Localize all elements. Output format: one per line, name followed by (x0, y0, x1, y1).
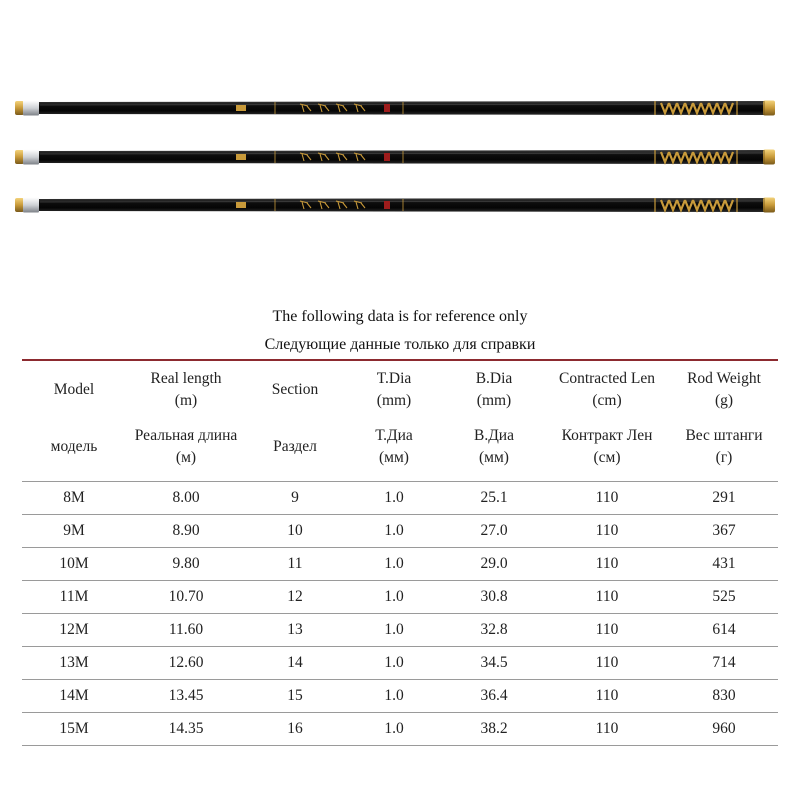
header-line: Т.Диа (375, 427, 413, 444)
header-line: Вес штанги (685, 427, 763, 444)
cell-contracted-length: 110 (544, 647, 670, 680)
silver-ferrule (23, 101, 39, 116)
cell-contracted-length: 110 (544, 581, 670, 614)
cell-rod-weight: 431 (670, 548, 778, 581)
cell-model: 15M (22, 713, 126, 746)
cell-tip-diameter: 1.0 (344, 482, 444, 515)
header-line: (см) (593, 449, 621, 466)
header-model-english (22, 360, 126, 419)
rod-spec-table (22, 359, 778, 746)
cell-contracted-length: 110 (544, 515, 670, 548)
table-row (22, 680, 778, 713)
cell-model: 12M (22, 614, 126, 647)
rod-drawing (0, 185, 800, 225)
table-row (22, 713, 778, 746)
gold-end-cap (15, 198, 24, 212)
red-seal (384, 153, 390, 161)
rod-blank (39, 198, 765, 212)
header-tip-diameter-russian (344, 419, 444, 482)
header-tip-diameter-english (344, 360, 444, 419)
cell-section: 10 (246, 515, 344, 548)
cell-section: 16 (246, 713, 344, 746)
rod-blank (39, 150, 765, 164)
gold-mark (236, 154, 246, 160)
header-line: Real length (150, 370, 222, 387)
cell-rod-weight: 830 (670, 680, 778, 713)
cell-butt-diameter: 36.4 (444, 680, 544, 713)
cell-section: 14 (246, 647, 344, 680)
header-line: T.Dia (376, 370, 412, 387)
fishing-rod-3 (0, 185, 800, 225)
table-row (22, 581, 778, 614)
header-real-length-russian (126, 419, 246, 482)
header-section-english (246, 360, 344, 419)
header-butt-diameter-english (444, 360, 544, 419)
cell-real-length: 12.60 (126, 647, 246, 680)
header-rod-weight-english (670, 360, 778, 419)
cell-real-length: 13.45 (126, 680, 246, 713)
cell-contracted-length: 110 (544, 614, 670, 647)
cell-model: 10M (22, 548, 126, 581)
header-section-russian (246, 419, 344, 482)
header-contracted-length-russian (544, 419, 670, 482)
header-line: (мм) (479, 449, 509, 466)
cell-real-length: 11.60 (126, 614, 246, 647)
header-line: (g) (714, 392, 734, 409)
cell-tip-diameter: 1.0 (344, 647, 444, 680)
header-line: (г) (715, 449, 733, 466)
rod-images (0, 0, 800, 230)
cell-contracted-length: 110 (544, 548, 670, 581)
table-header-row-russian (22, 419, 778, 482)
cell-butt-diameter: 25.1 (444, 482, 544, 515)
cell-model: 11M (22, 581, 126, 614)
cell-rod-weight: 614 (670, 614, 778, 647)
cell-model: 8M (22, 482, 126, 515)
cell-contracted-length: 110 (544, 482, 670, 515)
table-row (22, 647, 778, 680)
gold-end-cap (15, 101, 24, 115)
cell-real-length: 9.80 (126, 548, 246, 581)
fishing-rod-2 (0, 137, 800, 177)
rod-drawing (0, 137, 800, 177)
cell-model: 9M (22, 515, 126, 548)
gold-tip-cap (763, 198, 775, 213)
header-line: (mm) (376, 392, 412, 409)
gold-mark (236, 105, 246, 111)
header-line: В.Диа (474, 427, 514, 444)
header-model-russian (22, 419, 126, 482)
header-line: Реальная длина (134, 427, 238, 444)
cell-rod-weight: 367 (670, 515, 778, 548)
cell-contracted-length: 110 (544, 713, 670, 746)
cell-tip-diameter: 1.0 (344, 548, 444, 581)
cell-real-length: 10.70 (126, 581, 246, 614)
table-row (22, 614, 778, 647)
cell-real-length: 8.90 (126, 515, 246, 548)
cell-butt-diameter: 34.5 (444, 647, 544, 680)
rod-blank (39, 101, 765, 115)
silver-ferrule (23, 198, 39, 213)
table-header-row-english (22, 360, 778, 419)
cell-butt-diameter: 30.8 (444, 581, 544, 614)
header-line: Model (53, 381, 95, 398)
cell-section: 9 (246, 482, 344, 515)
cell-section: 12 (246, 581, 344, 614)
cell-tip-diameter: 1.0 (344, 680, 444, 713)
cell-section: 15 (246, 680, 344, 713)
header-line: (m) (174, 392, 198, 409)
header-contracted-length-english (544, 360, 670, 419)
header-line: Contracted Len (559, 370, 655, 387)
cell-model: 13M (22, 647, 126, 680)
silver-ferrule (23, 150, 39, 165)
cell-model: 14M (22, 680, 126, 713)
header-line: (м) (175, 449, 197, 466)
reference-note-russian: Следующие данные только для справки (264, 336, 536, 353)
header-line: (cm) (592, 392, 622, 409)
cell-tip-diameter: 1.0 (344, 515, 444, 548)
header-real-length-english (126, 360, 246, 419)
header-line: Rod Weight (687, 370, 761, 387)
cell-rod-weight: 525 (670, 581, 778, 614)
reference-note-english: The following data is for reference only (272, 308, 528, 325)
header-line: Section (271, 381, 319, 398)
cell-contracted-length: 110 (544, 680, 670, 713)
table-row (22, 515, 778, 548)
red-seal (384, 201, 390, 209)
cell-butt-diameter: 29.0 (444, 548, 544, 581)
cell-rod-weight: 960 (670, 713, 778, 746)
red-seal (384, 104, 390, 112)
fishing-rod-1 (0, 88, 800, 128)
cell-tip-diameter: 1.0 (344, 713, 444, 746)
cell-butt-diameter: 38.2 (444, 713, 544, 746)
header-line: Раздел (273, 438, 317, 455)
header-butt-diameter-russian (444, 419, 544, 482)
table-row (22, 482, 778, 515)
header-line: B.Dia (475, 370, 513, 387)
gold-end-cap (15, 150, 24, 164)
rod-drawing (0, 88, 800, 128)
header-rod-weight-russian (670, 419, 778, 482)
gold-mark (236, 202, 246, 208)
header-line: (мм) (379, 449, 409, 466)
cell-rod-weight: 291 (670, 482, 778, 515)
cell-tip-diameter: 1.0 (344, 581, 444, 614)
header-line: Контракт Лен (561, 427, 653, 444)
gold-tip-cap (763, 150, 775, 165)
cell-section: 13 (246, 614, 344, 647)
cell-real-length: 8.00 (126, 482, 246, 515)
header-line: модель (50, 438, 98, 455)
header-line: (mm) (476, 392, 512, 409)
cell-rod-weight: 714 (670, 647, 778, 680)
cell-tip-diameter: 1.0 (344, 614, 444, 647)
cell-real-length: 14.35 (126, 713, 246, 746)
cell-butt-diameter: 27.0 (444, 515, 544, 548)
cell-butt-diameter: 32.8 (444, 614, 544, 647)
table-row (22, 548, 778, 581)
cell-section: 11 (246, 548, 344, 581)
gold-tip-cap (763, 101, 775, 116)
